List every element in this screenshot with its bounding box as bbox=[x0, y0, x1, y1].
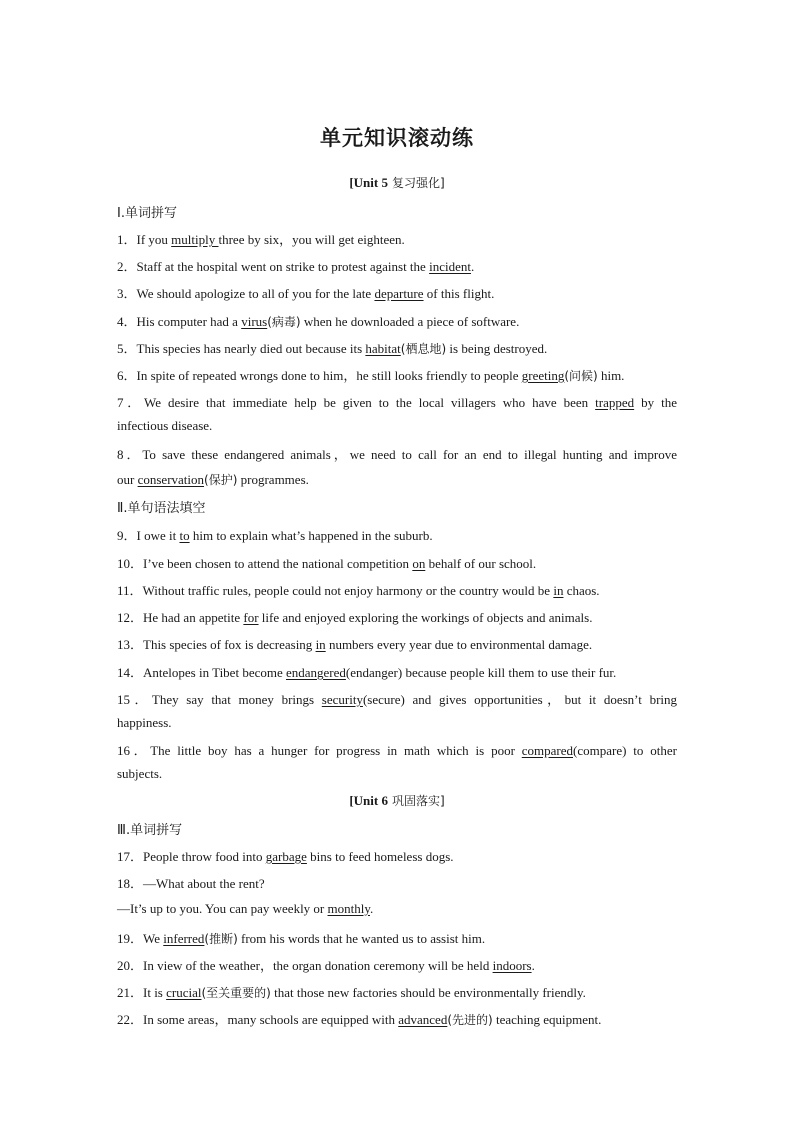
question-16-continued: subjects. bbox=[117, 766, 163, 781]
question-text: 21．It is bbox=[117, 985, 167, 1000]
question-text: 6．In spite of repeated wrongs done to him，he still looks friendly to people bbox=[117, 368, 522, 383]
question-text: (compare) to other bbox=[573, 743, 677, 758]
chinese-hint: (栖息地) bbox=[400, 342, 447, 356]
question-16 bbox=[117, 740, 677, 759]
answer: to bbox=[179, 528, 190, 543]
question-text: 3．We should apologize to all of you for the late bbox=[117, 286, 375, 301]
unit6-label: [Unit 6 bbox=[349, 793, 388, 808]
question-text: 15．They say that money brings bbox=[117, 692, 322, 707]
question-text: 9．I owe it bbox=[117, 528, 180, 543]
chinese-hint: (先进的) bbox=[447, 1013, 493, 1027]
question-1 bbox=[117, 229, 677, 248]
answer: garbage bbox=[265, 849, 307, 864]
page-title: 单元知识滚动练 bbox=[320, 126, 474, 150]
question-text: 5．This species has nearly died out because its bbox=[117, 341, 366, 356]
answer: security bbox=[321, 692, 363, 707]
question-text: three by six，you will get eighteen. bbox=[218, 232, 405, 247]
answer: habitat bbox=[365, 341, 401, 356]
question-7-continued: infectious disease. bbox=[117, 418, 213, 433]
question-20 bbox=[117, 955, 677, 974]
question-text: by the bbox=[634, 395, 677, 410]
question-17 bbox=[117, 846, 677, 865]
section-heading-3: Ⅲ.单词拼写 bbox=[117, 823, 183, 838]
question-8: 8．To save these endangered animals，we need to call for an end to illegal hunting and improve bbox=[117, 447, 677, 462]
question-text: 20．In view of the weather，the organ donation ceremony will be held bbox=[117, 958, 493, 973]
question-text: (endanger) because people kill them to use their fur. bbox=[345, 665, 617, 680]
question-text: life and enjoyed exploring the workings of objects and animals. bbox=[258, 610, 593, 625]
answer: advanced bbox=[398, 1012, 448, 1027]
question-text: our bbox=[117, 472, 138, 487]
question-11 bbox=[117, 580, 677, 599]
answer: in bbox=[315, 637, 326, 652]
question-text: programmes. bbox=[237, 472, 309, 487]
question-text: (secure) and gives opportunities，but it doesn’t bring bbox=[362, 692, 678, 707]
question-9 bbox=[117, 525, 677, 544]
question-text: that those new factories should be environmentally friendly. bbox=[270, 985, 586, 1000]
question-text: 22．In some areas，many schools are equipped with bbox=[117, 1012, 399, 1027]
answer: greeting bbox=[521, 368, 565, 383]
answer: on bbox=[412, 556, 426, 571]
answer: compared bbox=[521, 743, 574, 758]
question-7 bbox=[117, 392, 677, 411]
answer: virus bbox=[241, 314, 268, 329]
question-text: numbers every year due to environmental damage. bbox=[325, 637, 593, 652]
question-text: when he downloaded a piece of software. bbox=[300, 314, 520, 329]
section-heading-1: Ⅰ.单词拼写 bbox=[117, 206, 177, 221]
question-text: 7．We desire that immediate help be given to the local villagers who have been bbox=[117, 395, 596, 410]
answer: crucial bbox=[166, 985, 202, 1000]
chinese-hint: (问候) bbox=[564, 369, 598, 383]
unit5-header bbox=[117, 174, 677, 191]
question-text: teaching equipment. bbox=[492, 1012, 602, 1027]
answer: monthly bbox=[327, 901, 371, 916]
question-text: 14．Antelopes in Tibet become bbox=[117, 665, 286, 680]
answer: trapped bbox=[595, 395, 635, 410]
question-4 bbox=[117, 311, 677, 330]
section-heading-2: Ⅱ.单句语法填空 bbox=[117, 501, 206, 516]
answer: for bbox=[243, 610, 259, 625]
answer: indoors bbox=[492, 958, 532, 973]
question-text: is being destroyed. bbox=[446, 341, 548, 356]
question-text: 11．Without traffic rules, people could not enjoy harmony or the country would be bbox=[117, 583, 554, 598]
question-text: 1．If you bbox=[117, 232, 172, 247]
question-18-reply bbox=[117, 901, 677, 917]
question-text: 4．His computer had a bbox=[117, 314, 242, 329]
question-text: 17．People throw food into bbox=[117, 849, 266, 864]
question-text: bins to feed homeless dogs. bbox=[306, 849, 454, 864]
question-15 bbox=[117, 689, 677, 708]
answer: endangered bbox=[286, 665, 346, 680]
question-text: him to explain what’s happened in the suburb. bbox=[189, 528, 433, 543]
question-text: 19．We bbox=[117, 931, 164, 946]
question-text: 2．Staff at the hospital went on strike to protest against the bbox=[117, 259, 430, 274]
question-text: 13．This species of fox is decreasing bbox=[117, 637, 316, 652]
question-12 bbox=[117, 607, 677, 626]
question-text: . bbox=[470, 259, 475, 274]
question-18: 18．—What about the rent? bbox=[117, 876, 265, 891]
question-15-continued: happiness. bbox=[117, 715, 172, 730]
question-2 bbox=[117, 256, 677, 275]
answer: departure bbox=[374, 286, 424, 301]
answer: conservation bbox=[137, 472, 205, 487]
unit5-label: [Unit 5 bbox=[349, 175, 388, 190]
question-text: of this flight. bbox=[423, 286, 495, 301]
question-22 bbox=[117, 1009, 677, 1028]
question-text: . bbox=[370, 901, 374, 916]
question-21 bbox=[117, 982, 677, 1001]
unit5-subtitle: 复习强化] bbox=[391, 176, 445, 190]
question-5 bbox=[117, 338, 677, 357]
question-text: from his words that he wanted us to assist him. bbox=[237, 931, 486, 946]
unit6-header bbox=[117, 792, 677, 809]
question-3 bbox=[117, 283, 677, 302]
chinese-hint: (保护) bbox=[204, 473, 238, 487]
answer: incident bbox=[429, 259, 471, 274]
chinese-hint: (至关重要的) bbox=[201, 986, 271, 1000]
question-10 bbox=[117, 553, 677, 572]
question-text: 10．I’ve been chosen to attend the national competition bbox=[117, 556, 413, 571]
question-6 bbox=[117, 365, 677, 384]
question-14 bbox=[117, 662, 677, 681]
chinese-hint: (推断) bbox=[204, 932, 238, 946]
question-text: —It’s up to you. You can pay weekly or bbox=[117, 901, 328, 916]
question-13 bbox=[117, 634, 677, 653]
question-8-continued bbox=[117, 471, 677, 488]
question-text: him. bbox=[597, 368, 625, 383]
question-text: behalf of our school. bbox=[425, 556, 537, 571]
answer: in bbox=[553, 583, 564, 598]
question-text: 16．The little boy has a hunger for progress in math which is poor bbox=[117, 743, 522, 758]
chinese-hint: (病毒) bbox=[267, 315, 301, 329]
question-text: 12．He had an appetite bbox=[117, 610, 244, 625]
question-text: . bbox=[531, 958, 535, 973]
question-text: chaos. bbox=[563, 583, 600, 598]
answer: multiply bbox=[171, 232, 219, 247]
question-19 bbox=[117, 928, 677, 947]
unit6-subtitle: 巩固落实] bbox=[391, 794, 445, 808]
answer: inferred bbox=[163, 931, 205, 946]
